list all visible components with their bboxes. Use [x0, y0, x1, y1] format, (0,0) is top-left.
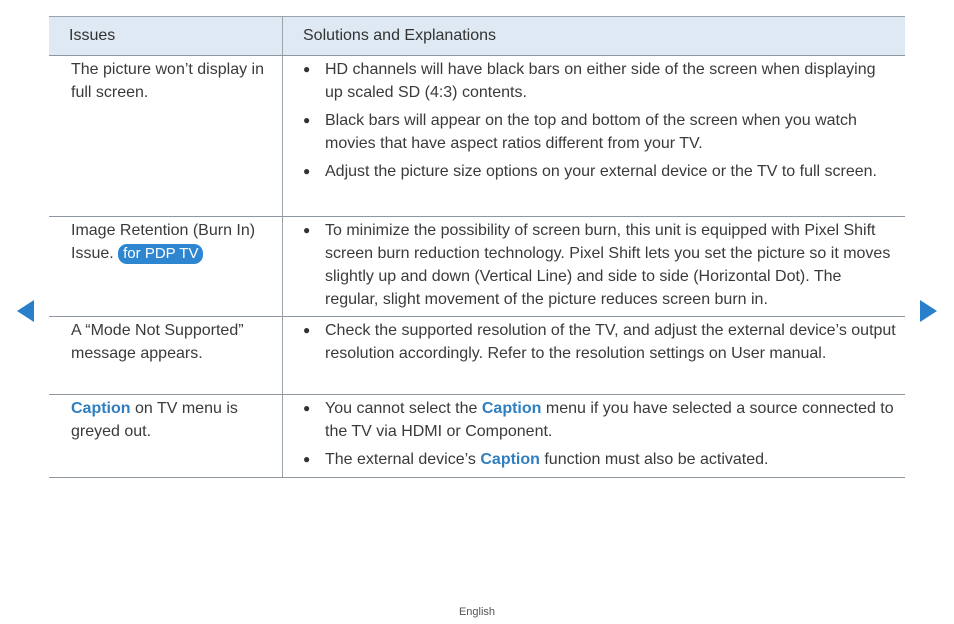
solution-text: You cannot select the: [325, 400, 478, 417]
triangle-right-icon[interactable]: [920, 300, 937, 322]
table-row: [49, 56, 905, 217]
issue-text: Image Retention (Burn In) Issue.: [71, 222, 256, 262]
solution-text: The external device’s: [325, 451, 476, 468]
caption-keyword: Caption: [481, 400, 542, 417]
caption-keyword: Caption: [71, 400, 131, 417]
issue-cell: [49, 317, 283, 394]
solution-bullet: [303, 397, 897, 443]
pdp-tv-badge: for PDP TV: [118, 244, 203, 264]
table-header: [49, 17, 905, 56]
caption-keyword: Caption: [480, 451, 540, 468]
solution-bullet: ● Adjust the picture size options on your external device or the TV to full screen.: [303, 160, 897, 183]
footer-language: English: [458, 606, 496, 618]
solution-cell: [283, 56, 905, 216]
solution-bullet: ● HD channels will have black bars on either side of the screen when displaying up scaled SD (4:3) contents.: [303, 58, 897, 104]
solution-bullet: ● To minimize the possibility of screen burn, this unit is equipped with Pixel Shift screen burn reduction technology. Pixel Shift lets you set the picture so it moves slightly up and down (Vertical Line) and side to side (Horizontal Dot). The regular, slight movement of the picture reduces screen burn in.: [303, 219, 897, 311]
issue-cell: [49, 56, 283, 216]
solution-bullet: [303, 448, 897, 471]
table-row: [49, 317, 905, 395]
solution-cell: [283, 395, 905, 477]
issue-text: A “Mode Not Supported” message appears.: [71, 322, 244, 362]
solution-bullet: ● Check the supported resolution of the TV, and adjust the external device’s output resolution accordingly. Refer to the resolution settings on User manual.: [303, 319, 897, 365]
triangle-left-icon[interactable]: [17, 300, 34, 322]
header-issues: Issues: [49, 17, 283, 55]
issue-text: on TV menu is greyed out.: [71, 400, 238, 440]
table-row: [49, 217, 905, 317]
table-row: [49, 395, 905, 478]
solution-text: function must also be activated.: [544, 451, 769, 468]
solution-cell: [283, 217, 905, 316]
issue-text: The picture won’t display in full screen.: [71, 61, 264, 101]
troubleshooting-table: [49, 16, 905, 478]
solution-cell: [283, 317, 905, 394]
solution-bullet: ● Black bars will appear on the top and bottom of the screen when you watch movies that have aspect ratios different from your TV.: [303, 109, 897, 155]
header-solutions: Solutions and Explanations: [303, 27, 497, 44]
solution-text: menu if you have selected a source connected to the TV via HDMI or Component.: [325, 400, 894, 440]
issue-cell: [49, 395, 283, 477]
issue-cell: [49, 217, 283, 316]
